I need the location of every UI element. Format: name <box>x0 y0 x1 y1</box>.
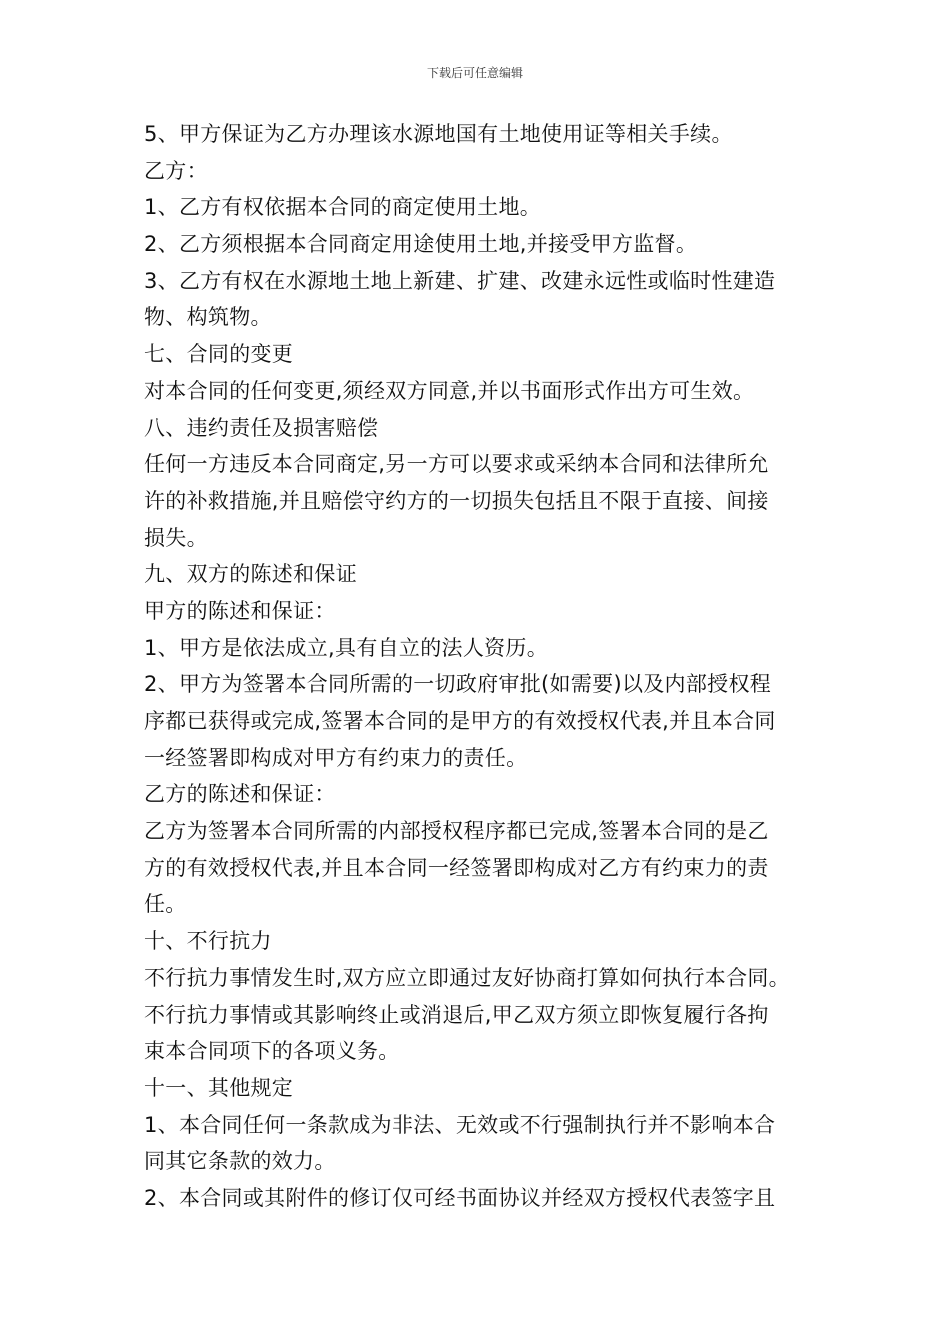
text-line: 不行抗力事情发生时,双方应立即通过友好协商打算如何执行本合同。 <box>144 965 790 990</box>
text-line: 许的补救措施,并且赔偿守约方的一切损失包括且不限于直接、间接 <box>144 488 769 513</box>
section-heading: 十、不行抗力 <box>144 929 272 954</box>
text-line: 3、乙方有权在水源地土地上新建、扩建、改建永远性或临时性建造 <box>144 268 776 293</box>
text-line: 一经签署即构成对甲方有约束力的责任。 <box>144 745 528 770</box>
section-heading: 八、违约责任及损害赔偿 <box>144 415 379 440</box>
text-line: 同其它条款的效力。 <box>144 1149 336 1174</box>
text-line: 序都已获得或完成,签署本合同的是甲方的有效授权代表,并且本合同 <box>144 709 776 733</box>
text-line: 1、乙方有权依据本合同的商定使用土地。 <box>144 195 542 220</box>
subsection-heading: 乙方的陈述和保证： <box>144 782 336 807</box>
section-heading: 乙方： <box>144 158 208 183</box>
text-line: 方的有效授权代表,并且本合同一经签署即构成对乙方有约束力的责 <box>144 855 769 880</box>
text-line: 物、构筑物。 <box>144 305 272 330</box>
text-line: 乙方为签署本合同所需的内部授权程序都已完成,签署本合同的是乙 <box>144 819 769 844</box>
section-heading: 十一、其他规定 <box>144 1075 294 1100</box>
text-line: 任何一方违反本合同商定,另一方可以要求或采纳本合同和法律所允 <box>144 452 769 477</box>
text-line: 5、甲方保证为乙方办理该水源地国有土地使用证等相关手续。 <box>144 122 733 146</box>
section-heading: 九、双方的陈述和保证 <box>144 562 357 587</box>
text-line: 2、甲方为签署本合同所需的一切政府审批(如需要)以及内部授权程 <box>144 672 772 697</box>
text-line: 束本合同项下的各项义务。 <box>144 1039 400 1064</box>
text-line: 2、本合同或其附件的修订仅可经书面协议并经双方授权代表签字且 <box>144 1185 776 1210</box>
document-body <box>144 116 814 1217</box>
text-line: 1、本合同任何一条款成为非法、无效或不行强制执行并不影响本合 <box>144 1112 776 1137</box>
text-line: 1、甲方是依法成立,具有自立的法人资历。 <box>144 635 549 660</box>
text-line: 2、乙方须根据本合同商定用途使用土地,并接受甲方监督。 <box>144 232 698 257</box>
text-line: 不行抗力事情或其影响终止或消退后,甲乙双方须立即恢复履行各拘 <box>144 1002 769 1027</box>
subsection-heading: 甲方的陈述和保证： <box>144 598 336 623</box>
text-line: 对本合同的任何变更,须经双方同意,并以书面形式作出方可生效。 <box>144 378 755 403</box>
page-header: 下载后可任意编辑 <box>426 66 523 80</box>
text-line: 损失。 <box>144 525 208 550</box>
text-line: 任。 <box>144 892 187 917</box>
section-heading: 七、合同的变更 <box>144 342 294 367</box>
